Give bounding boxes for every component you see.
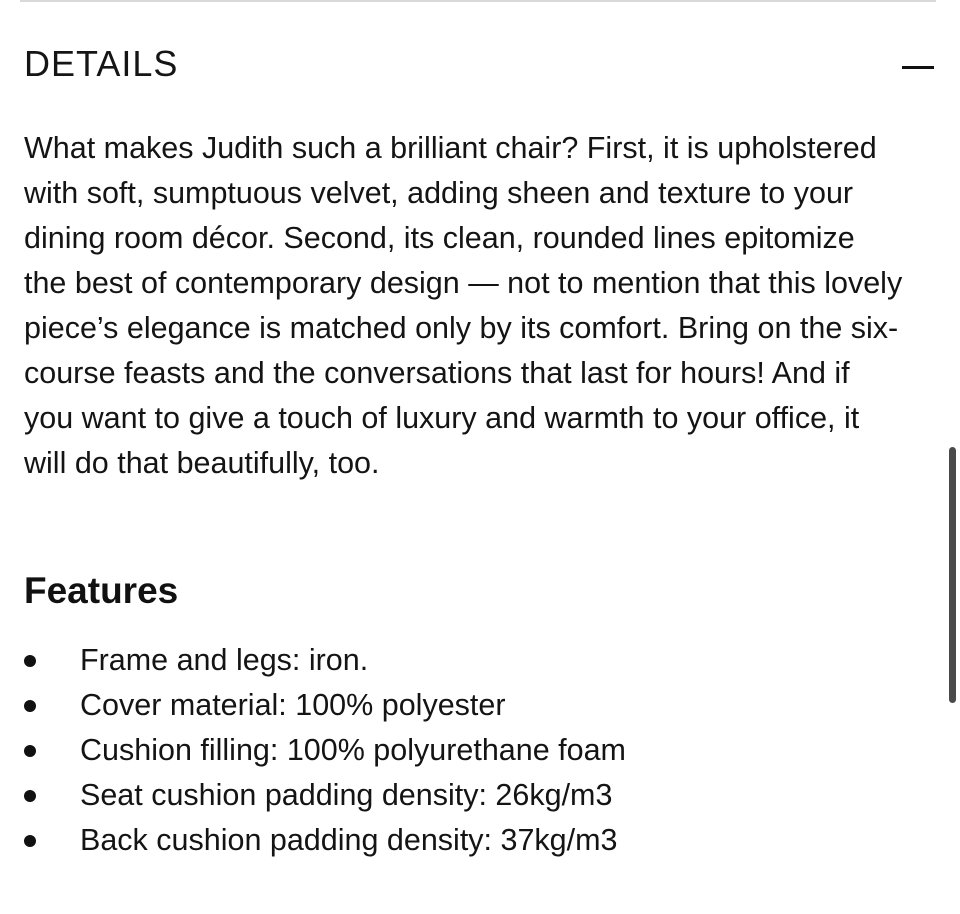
bullet-icon [24,700,36,712]
feature-text: Seat cushion padding density: 26kg/m3 [80,778,613,812]
list-item [24,818,626,863]
details-accordion-header[interactable] [24,40,936,88]
details-title: DETAILS [24,43,179,84]
feature-text: Frame and legs: iron. [80,643,369,677]
features-heading: Features [24,570,179,611]
minus-icon[interactable] [902,48,934,80]
bullet-icon [24,835,36,847]
scrollbar-thumb[interactable] [949,447,956,703]
list-item [24,638,626,683]
product-description: What makes Judith such a brilliant chair? First, it is upholstered with soft, sumptuous velvet, adding sheen and texture to your dining room décor. Second, its clean, rounded lines epitomize the best of contemporary design — not to mention that this lovely piece’s elegance is matched only by its comfort. Bring on the six-course feasts and the conversations that last for hours! And if you want to give a touch of luxury and warmth to your office, it will do that beautifully, too. [24,131,903,480]
bullet-icon [24,745,36,757]
top-divider [20,0,936,2]
bullet-icon [24,790,36,802]
feature-text: Cover material: 100% polyester [80,688,506,722]
features-list [24,638,626,863]
list-item [24,728,626,773]
bullet-icon [24,655,36,667]
list-item [24,773,626,818]
feature-text: Back cushion padding density: 37kg/m3 [80,823,618,857]
feature-text: Cushion filling: 100% polyurethane foam [80,733,626,767]
scrollbar[interactable] [948,0,960,914]
list-item [24,683,626,728]
